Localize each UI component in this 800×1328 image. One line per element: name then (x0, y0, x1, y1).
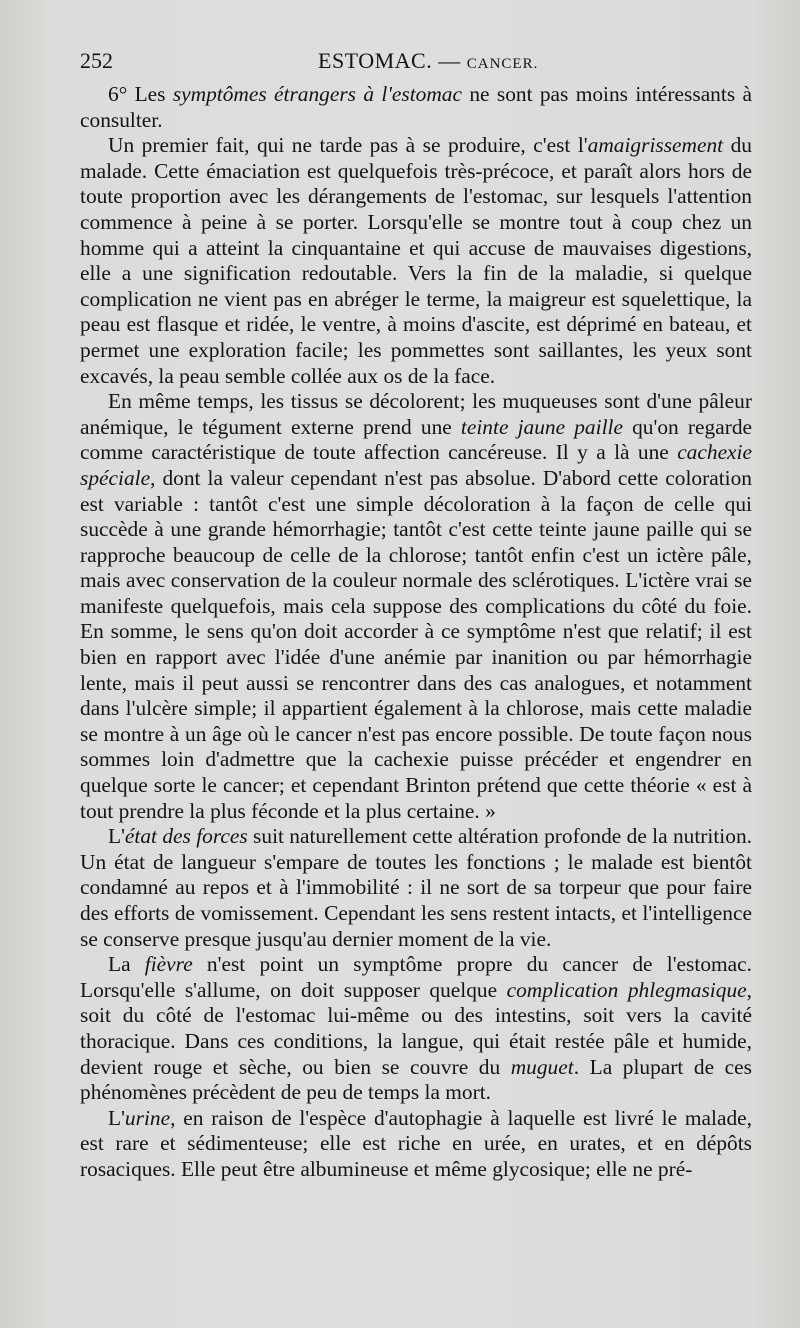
italic-term: fièvre (144, 952, 193, 977)
paragraph-amaigrissement (80, 133, 752, 389)
italic-term: amaigrissement (587, 133, 724, 158)
text-run: 6° Les (108, 82, 173, 106)
paragraph-urine (80, 1106, 752, 1183)
text-run: L' (108, 824, 125, 849)
text-run: du malade. Cette émaciation est quelquefois très-précoce, et paraît alors hors de toute proportion avec les dérangements de l'estomac, sur lesquels l'attention commence à peine à se porter. Lorsqu'elle se montre tout à coup chez un homme qui a atteint la cinquantaine et qui accuse de mauvaises digestions, elle a une signification redoutable. Vers la fin de la maladie, si quelque complication ne vient pas en abréger le terme, la maigreur est squelettique, la peau est flasque et ridée, le ventre, à moins d'ascite, est déprimé en bateau, et permet une exploration facile; les pommettes sont saillantes, les yeux sont excavés, la peau semble collée aux os de la face. (80, 133, 752, 388)
text-run: , soit du côté de l'estomac lui-même ou des intestins, soit vers la cavité thoracique. Dans ces conditions, la langue, qui était restée pâle et humide, devient rouge et sèche, ou bien se couvre du (80, 977, 752, 1079)
running-title (318, 44, 538, 81)
paragraph-symptoms-intro (80, 82, 752, 133)
italic-term: muguet (510, 1054, 574, 1079)
section-title: CANCER. (466, 56, 539, 72)
text-run: L' (108, 1105, 125, 1130)
text-run: En même temps, les tissus se décolorent; les muqueuses sont d'une pâleur anémique, le tégument externe prend une (80, 389, 752, 439)
chapter-title: ESTOMAC. — (318, 48, 461, 73)
italic-term: état des forces (124, 824, 248, 849)
body-text (80, 82, 752, 1183)
page-number: 252 (80, 48, 113, 73)
italic-term: teinte jaune paille (460, 414, 623, 439)
text-run: La (108, 952, 145, 977)
text-run: qu'on regarde comme caractéristique de toute affection cancéreuse. Il y a là une (80, 414, 753, 465)
text-run: . La plupart de ces phénomènes précèdent de peu de temps la mort. (80, 1054, 752, 1105)
text-run: Un premier fait, qui ne tarde pas à se produire, c'est l' (108, 133, 588, 158)
text-run: ne sont pas moins intéressants à consulter. (80, 82, 752, 132)
running-header (80, 44, 752, 78)
text-run: n'est point un symptôme propre du cancer de l'estomac. Lorsqu'elle s'allume, on doit supposer quelque (80, 952, 752, 1002)
text-run: , en raison de l'espèce d'autophagie à laquelle est livré le malade, est rare et sédimenteuse; elle est riche en urée, en urates, et en dépôts rosaciques. Elle peut être albumineuse et même glycosique; elle ne pré- (80, 1105, 752, 1181)
italic-term: cachexie spéciale (80, 440, 752, 490)
italic-term: urine (124, 1105, 171, 1130)
paragraph-decoloration (80, 389, 752, 824)
italic-term: symptômes étrangers à l'estomac (172, 82, 462, 106)
paragraph-etat-des-forces (80, 824, 752, 952)
italic-term: complication phlegmasique (506, 977, 747, 1002)
text-run: suit naturellement cette altération profonde de la nutrition. Un état de langueur s'empare de toutes les fonctions ; le malade est bientôt condamné au repos et à l'immobilité : il ne sort de sa torpeur que pour faire des efforts de vomissement. Cependant les sens restent intacts, et l'intelligence se conserve presque jusqu'au dernier moment de la vie. (80, 824, 752, 951)
paragraph-fievre (80, 952, 752, 1106)
text-run: , dont la valeur cependant n'est pas absolue. D'abord cette coloration est variable : tantôt c'est une simple décoloration à la façon de celle qui succède à une grande hémorrhagie; tantôt c'est cette teinte jaune paille qui se rapproche beaucoup de celle de la chlorose; tantôt enfin c'est un ictère pâle, mais avec conservation de la couleur normale des sclérotiques. L'ictère vrai se manifeste quelquefois, mais cela suppose des complications du côté du foie. En somme, le sens qu'on doit accorder à ce symptôme n'est que relatif; il est bien en rapport avec l'idée d'une anémie par inanition ou par hémorrhagie lente, mais il peut aussi se rencontrer dans des cas analogues, et notamment dans l'ulcère simple; il appartient également à la chlorose, mais cette maladie se montre à un âge où le cancer n'est pas encore possible. De toute façon nous sommes loin d'admettre que la cachexie puisse précéder et engendrer en quelque sorte le cancer; et cependant Brinton prétend que cette théorie « est à tout prendre la plus féconde et la plus certaine. » (80, 465, 752, 823)
